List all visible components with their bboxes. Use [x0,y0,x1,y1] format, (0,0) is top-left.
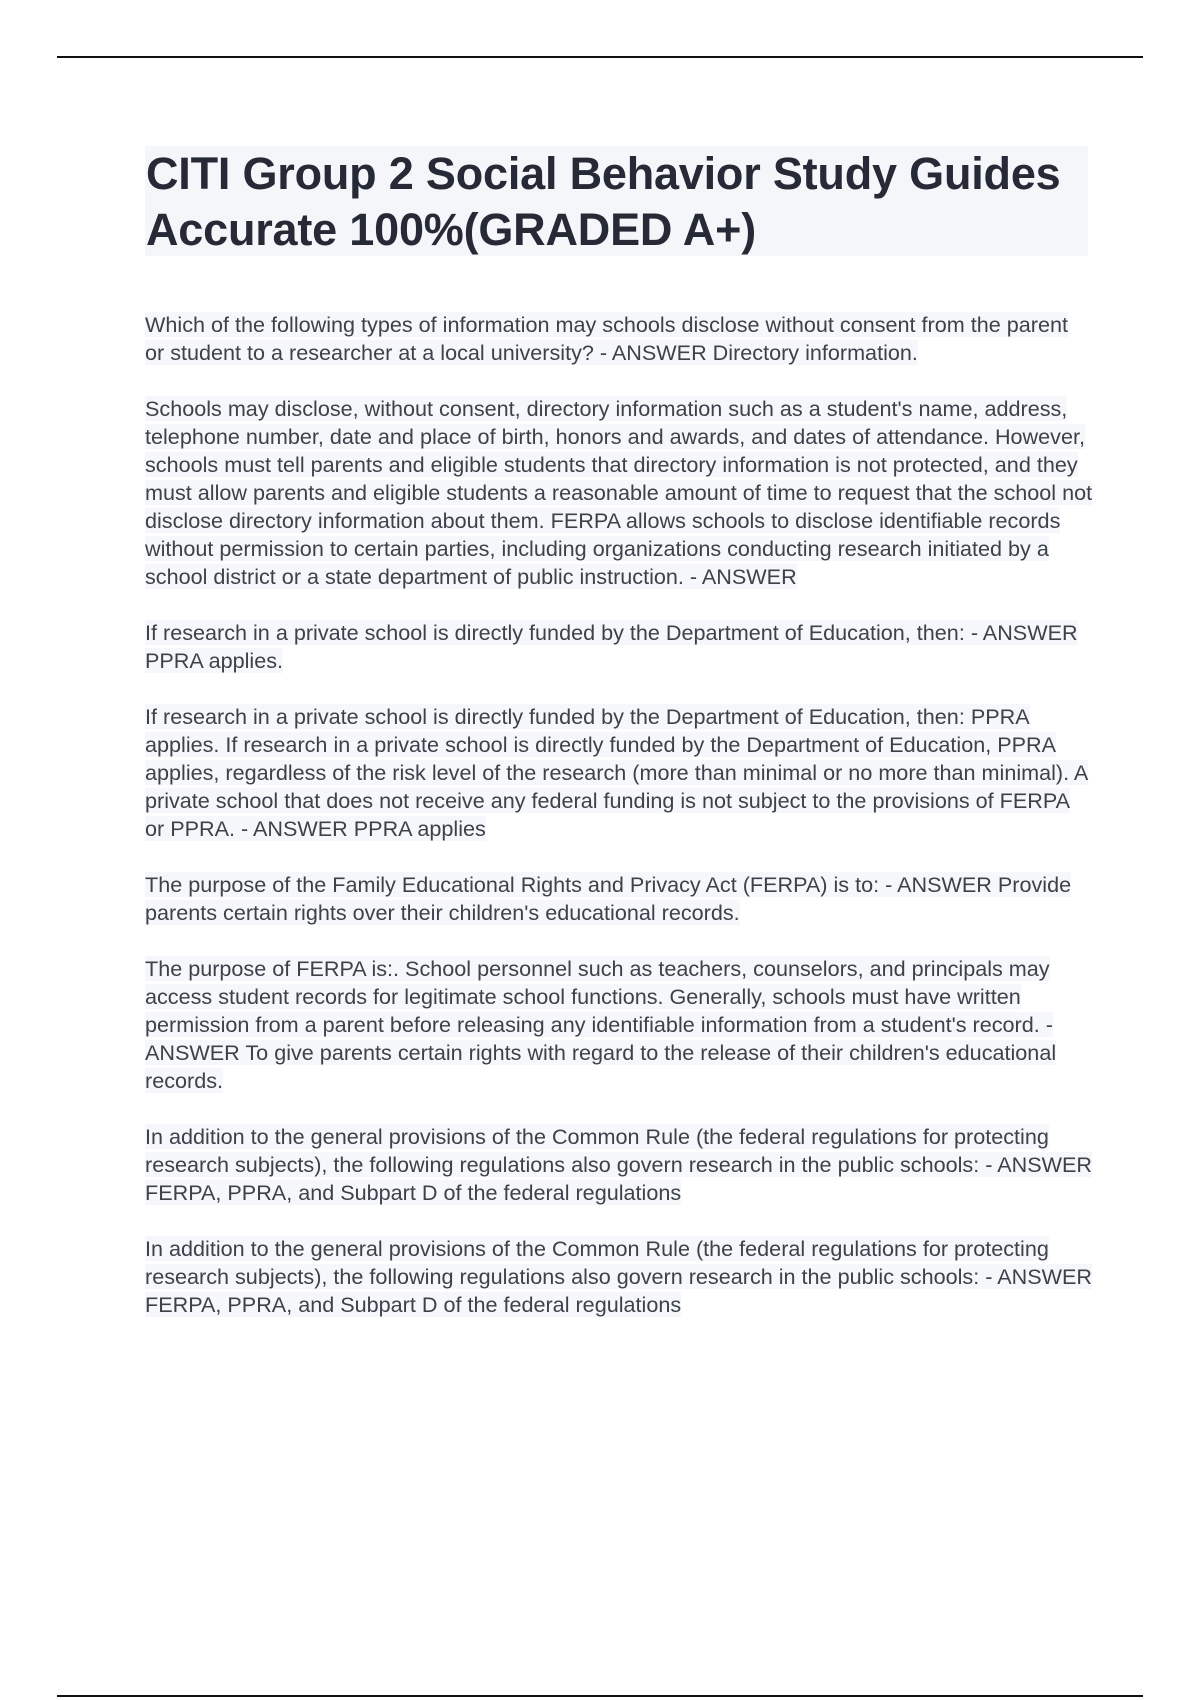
paragraph-text: In addition to the general provisions of the Common Rule (the federal regulations for protecting research subjects), the following regulations also govern research in the public schools: - ANSWER FERPA, PPRA, and Subpart D of the federal regulations [145,1236,1092,1317]
paragraph-3 [145,619,1093,675]
title-block [145,146,1088,256]
paragraph-7 [145,1123,1093,1207]
paragraph-1 [145,311,1093,367]
paragraph-text: The purpose of the Family Educational Rights and Privacy Act (FERPA) is to: - ANSWER Provide parents certain rights over their children's educational records. [145,872,1072,925]
paragraph-5 [145,871,1093,927]
paragraph-4 [145,703,1093,843]
paragraph-text: Schools may disclose, without consent, directory information such as a student's name, address, telephone number, date and place of birth, honors and awards, and dates of attendance. However, schools must tell parents and eligible students that directory information is not protected, and they must allow parents and eligible students a reasonable amount of time to request that the school not disclose directory information about them. FERPA allows schools to disclose identifiable records without permission to certain parties, including organizations conducting research initiated by a school district or a state department of public instruction. - ANSWER [145,396,1093,589]
paragraph-6 [145,955,1093,1095]
paragraph-text: If research in a private school is directly funded by the Department of Education, then: - ANSWER PPRA applies. [145,620,1078,673]
paragraph-text: The purpose of FERPA is:. School personnel such as teachers, counselors, and principals may access student records for legitimate school functions. Generally, schools must have written permission from a parent before releasing any identifiable information from a student's record. - ANSWER To give parents certain rights with regard to the release of their children's educational records. [145,956,1057,1093]
paragraph-2 [145,395,1093,591]
document-title: CITI Group 2 Social Behavior Study Guides Accurate 100%(GRADED A+) [146,148,1061,255]
bottom-rule [57,1695,1143,1697]
document-body [145,311,1093,1347]
paragraph-text: If research in a private school is directly funded by the Department of Education, then: PPRA applies. If research in a private school is directly funded by the Department of Education, PPRA applies, regardless of the risk level of the research (more than minimal or no more than minimal). A private school that does not receive any federal funding is not subject to the provisions of FERPA or PPRA. - ANSWER PPRA applies [145,704,1089,841]
paragraph-text: Which of the following types of information may schools disclose without consent from the parent or student to a researcher at a local university? - ANSWER Directory information. [145,312,1068,365]
top-rule [57,56,1143,58]
paragraph-8 [145,1235,1093,1319]
paragraph-text: In addition to the general provisions of the Common Rule (the federal regulations for protecting research subjects), the following regulations also govern research in the public schools: - ANSWER FERPA, PPRA, and Subpart D of the federal regulations [145,1124,1092,1205]
